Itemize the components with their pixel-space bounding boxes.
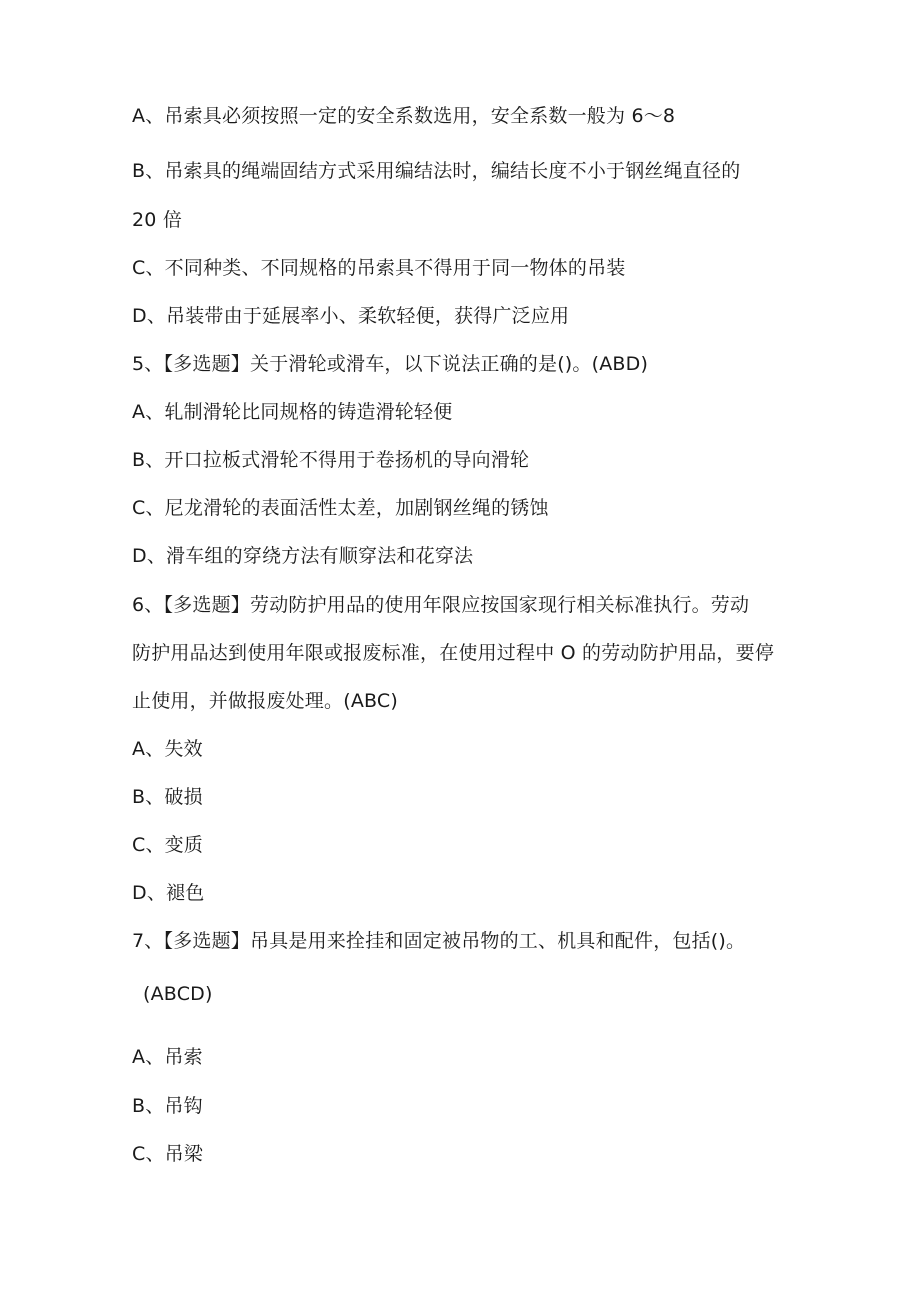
option-line-continuation: 20 倍 xyxy=(132,209,183,231)
question-7-title: 7、【多选题】吊具是用来拴挂和固定被吊物的工、机具和配件，包括()。 xyxy=(132,930,746,952)
option-line: D、滑车组的穿绕方法有顺穿法和花穿法 xyxy=(132,545,474,567)
option-line: B、开口拉板式滑轮不得用于卷扬机的导向滑轮 xyxy=(132,449,530,471)
option-line: C、吊梁 xyxy=(132,1143,204,1165)
question-6-title-cont: 止使用，并做报废处理。(ABC) xyxy=(132,690,398,712)
option-line: A、吊索具必须按照一定的安全系数选用，安全系数一般为 6～8 xyxy=(132,105,676,127)
question-6-title: 6、【多选题】劳动防护用品的使用年限应按国家现行相关标准执行。劳动 xyxy=(132,594,750,616)
option-line: A、吊索 xyxy=(132,1046,203,1068)
option-line: A、失效 xyxy=(132,738,203,760)
option-line: C、尼龙滑轮的表面活性太差，加剧钢丝绳的锈蚀 xyxy=(132,497,549,519)
option-line: B、吊索具的绳端固结方式采用编结法时，编结长度不小于钢丝绳直径的 xyxy=(132,160,741,182)
option-line: C、变质 xyxy=(132,834,204,856)
question-6-title-cont: 防护用品达到使用年限或报废标准，在使用过程中 O 的劳动防护用品，要停 xyxy=(132,642,775,664)
question-7-answer: (ABCD) xyxy=(143,983,213,1005)
question-5-title: 5、【多选题】关于滑轮或滑车，以下说法正确的是()。(ABD) xyxy=(132,353,649,375)
option-line: C、不同种类、不同规格的吊索具不得用于同一物体的吊装 xyxy=(132,257,626,279)
option-line: A、轧制滑轮比同规格的铸造滑轮轻便 xyxy=(132,401,453,423)
option-line: B、破损 xyxy=(132,786,203,808)
option-line: B、吊钩 xyxy=(132,1095,203,1117)
option-line: D、褪色 xyxy=(132,882,205,904)
option-line: D、吊装带由于延展率小、柔软轻便，获得广泛应用 xyxy=(132,305,570,327)
